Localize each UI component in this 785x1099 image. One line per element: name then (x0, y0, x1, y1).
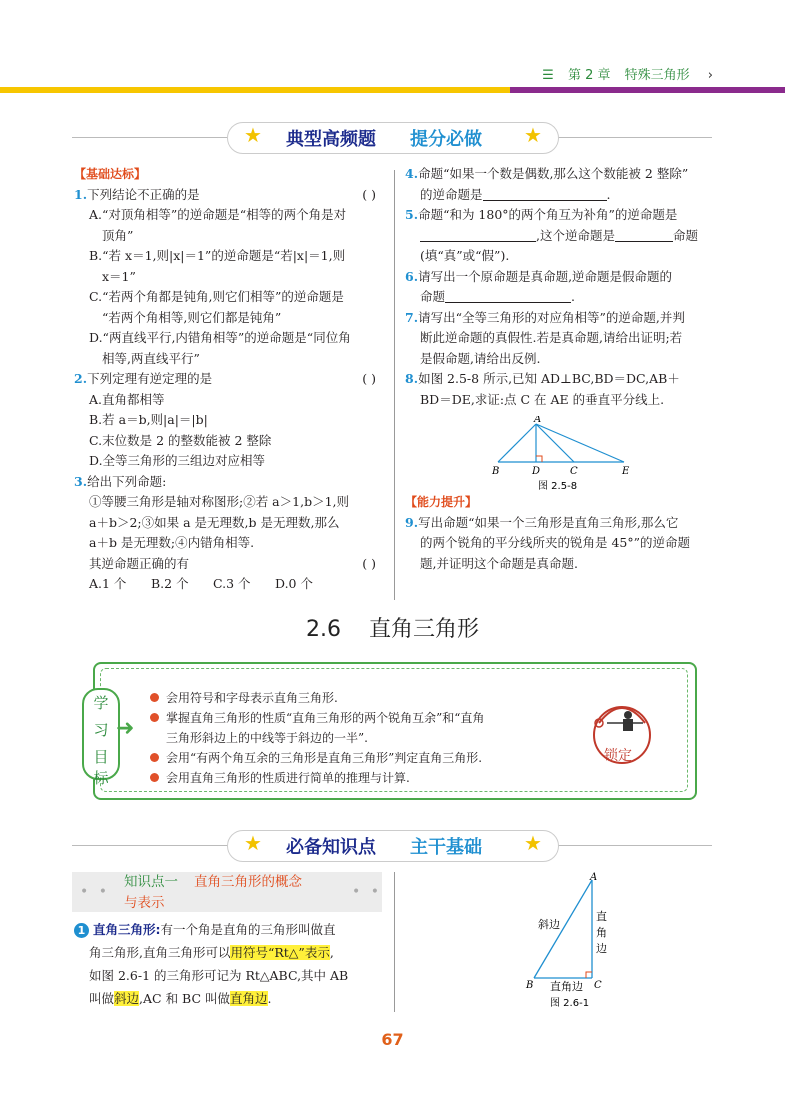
answer-paren: ( ) (362, 186, 376, 202)
figure-2-5-8 (486, 416, 636, 496)
knowledge-text: 1 直角三角形:有一个角是直角的三角形叫做直 角三角形,直角三角形可以用符号“Rt△”表示, 如图 2.6-1 的三角形可记为 Rt△ABC,其中 AB 叫做斜边,AC 和 BC 叫做直角边. (74, 918, 386, 1010)
question-6: 6.请写出一个原命题是真命题,逆命题是假命题的 (405, 268, 673, 284)
question-1: 1.下列结论不正确的是 ( ) (74, 185, 384, 206)
svg-text:角: 角 (596, 926, 607, 939)
question-2: 2.下列定理有逆定理的是 ( ) (74, 371, 376, 386)
leg-label: 直角边 (550, 980, 583, 993)
question-8: 8.如图 2.5-8 所示,已知 AD⊥BC,BD＝DC,AB＋ (405, 371, 680, 386)
label-E: E (622, 466, 630, 477)
chevron-right-icon: › (707, 68, 713, 83)
chapter-number: 第 2 章 (567, 68, 611, 83)
label-C: C (594, 980, 602, 991)
section-tag-basic: 【基础达标】 (74, 167, 147, 181)
q3-options: A.1 个 B.2 个 C.3 个 D.0 个 (89, 576, 313, 591)
lock-label: 锁定 (604, 748, 632, 764)
answer-blank[interactable] (483, 186, 607, 201)
figure-caption: 图 2.5-8 (538, 481, 578, 492)
answer-blank[interactable] (420, 227, 536, 242)
objectives-label: 学 习 目 标 (82, 688, 120, 780)
header-purple-bar (510, 87, 785, 93)
star-icon: ★ (524, 831, 542, 855)
question-9: 9.写出命题“如果一个三角形是直角三角形,那么它 (405, 514, 679, 530)
label-A: A (590, 872, 598, 883)
svg-text:边: 边 (596, 942, 607, 955)
question-3: 3.给出下列命题: (74, 473, 167, 489)
section-banner-knowledge (72, 828, 712, 862)
label-B: B (492, 466, 500, 477)
answer-blank[interactable] (445, 288, 571, 303)
banner-title-sub: 提分必做 (410, 129, 482, 150)
hypotenuse-label: 斜边 (538, 918, 560, 931)
banner-title-sub: 主干基础 (410, 837, 482, 858)
knowledge-point-title: 知识点一 直角三角形的概念 与表示 (124, 874, 302, 911)
figure-2-6-1 (520, 870, 630, 1010)
objective-item: 掌握直角三角形的性质“直角三角形的两个锐角互余”和“直角 (150, 708, 484, 728)
figure-caption: 图 2.6-1 (550, 998, 590, 1009)
star-icon: ★ (244, 123, 262, 147)
label-B: B (526, 980, 534, 991)
banner-title-main: 典型高频题 (286, 129, 376, 150)
section-title: 2.6 直角三角形 (306, 617, 479, 642)
section-tag-advanced: 【能力提升】 (405, 495, 478, 509)
header-yellow-bar (0, 87, 510, 93)
column-divider (394, 170, 395, 600)
chapter-name: 特殊三角形 (624, 68, 690, 83)
page-number: 67 (381, 1030, 404, 1049)
svg-text:直: 直 (596, 910, 607, 923)
label-D: D (532, 466, 541, 477)
question-4: 4.命题“如果一个数是偶数,那么这个数能被 2 整除” (405, 166, 689, 181)
objective-item: 会用直角三角形的性质进行简单的推理与计算. (150, 768, 410, 788)
label-C: C (570, 466, 578, 477)
star-icon: ★ (524, 123, 542, 147)
column-divider (394, 872, 395, 1012)
question-5: 5.命题“和为 180°的两个角互为补角”的逆命题是 (405, 207, 678, 222)
objective-item: 会用符号和字母表示直角三角形. (150, 688, 338, 708)
right-column-lower: 【能力提升】 9.写出命题“如果一个三角形是直角三角形,那么它 的两个锐角的平分线所夹的锐角是 45°”的逆命题 题,并证明这个命题是真命题. (405, 492, 715, 574)
section-banner-frequent (72, 120, 712, 154)
option-b: B.“若 x＝1,则|x|＝1”的逆命题是“若|x|＝1,则 (89, 248, 346, 263)
option-d: D.“两直线平行,内错角相等”的逆命题是“同位角 (89, 330, 351, 345)
label-A: A (534, 416, 542, 425)
list-icon: ☰ (542, 68, 554, 83)
star-icon: ★ (244, 831, 262, 855)
option-a: A.“对顶角相等”的逆命题是“相等的两个角是对 (89, 207, 347, 222)
answer-blank[interactable] (615, 227, 673, 242)
option-c: C.“若两个角都是钝角,则它们相等”的逆命题是 (89, 289, 344, 304)
banner-title-main: 必备知识点 (286, 837, 376, 858)
objective-item: 会用“有两个角互余的三角形是直角三角形”判定直角三角形. (150, 748, 482, 768)
question-7: 7.请写出“全等三角形的对应角相等”的逆命题,并判 (405, 309, 685, 325)
left-column: 【基础达标】 1.下列结论不正确的是 ( ) A.“对顶角相等”的逆命题是“相等的两个角是对 顶角” B.“若 x＝1,则|x|＝1”的逆命题是“若|x|＝1,则 x＝1” C.“若两个角都是钝角,则它们相等”的逆命题是 “若两个角相等,则它们都是钝角” D.“两直线平行,内错角相等”的逆命题是“同位角 相等,两直线平行” 2.下列定理有逆定理的是 ( ) A.直角都相等 B.若 a＝b,则|a|＝|b| C.末位数是 2 的整数能被 2 整除 D.全等三角形的三组边对应相等 3.给出下列命题: ①等腰三角形是轴对称图形;②若 a＞1,b＞1,则 a＋b＞2;③如果 a 是无理数,b 是无理数,那么 a＋b 是无理数;④内错角相等. 其逆命题正确的有 ( ) A.1 个 B.2 个 C.3 个 D.0 个 (74, 164, 384, 595)
chapter-breadcrumb (532, 64, 713, 83)
right-column: 4.命题“如果一个数是偶数,那么这个数能被 2 整除” 的逆命题是 . 5.命题“和为 180°的两个角互为补角”的逆命题是 ,这个逆命题是 命题 (填“真”或“假”). 6.请写出一个原命题是真命题,逆命题是假命题的 命题 . 7.请写出“全等三角形的对应角相等”的逆命题,并判 断此逆命题的真假性.若是真命题,请给出证明;若 是假命题,请给出反例. 8.如图 2.5-8 所示,已知 AD⊥BC,BD＝DC,AB＋ BD＝DE,求证:点 C 在 AE 的垂直平分线上. (405, 164, 715, 410)
arrow-right-icon: ➜ (116, 716, 135, 741)
